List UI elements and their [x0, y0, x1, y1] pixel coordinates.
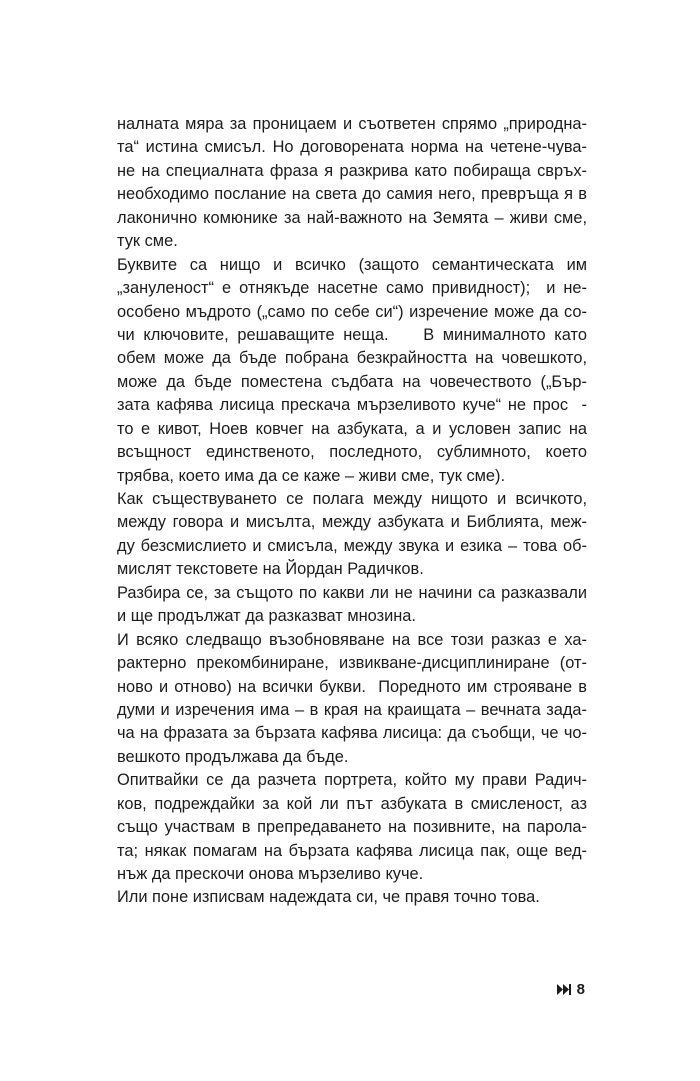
- page-footer: [557, 981, 585, 998]
- text-line: Или поне изписвам надеждата си, че правя точно това.: [117, 888, 540, 907]
- text-line: нъж да прескочи онова мързеливо куче.: [117, 865, 424, 883]
- text-line: ков, подреждайки за кой ли път азбуката в смисленост, аз: [117, 794, 587, 813]
- text-line: Как съществуването се полага между нищото и всичкото,: [117, 490, 587, 508]
- text-line: всъщност единственото, последното, сублимното, което: [117, 443, 587, 462]
- text-line: също участвам в препредаването на позивните, на парола-: [117, 818, 587, 837]
- text-line: ду безсмислието и смисъла, между звука и езика – това об-: [117, 536, 587, 555]
- text-line: и ще продължат да разказват мнозина.: [117, 607, 416, 626]
- text-line: Разбира се, за същото по какви ли не начини са разказвали: [117, 583, 587, 602]
- text-line: не на специалната фраза я разкрива като побираща свръх-: [117, 161, 587, 180]
- text-line: та“ истина смисъл. Но договорената норма на четене-чува-: [117, 138, 587, 157]
- text-line: думи и изречения има – в края на краищата – вечната зада-: [117, 700, 587, 719]
- page-number: 8: [576, 981, 585, 998]
- fast-forward-icon: [557, 984, 571, 995]
- text-line: тук сме.: [117, 232, 178, 251]
- text-line: „зануленост“ е отнякъде насетне само привидност); и не-: [117, 279, 587, 298]
- text-line: чи ключовите, решаващите неща. В минималното като: [117, 325, 587, 344]
- text-line: та; някак помагам на бързата кафява лисица пак, още вед-: [117, 841, 587, 860]
- text-line: то е кивот, Ноев ковчег на азбуката, а и условен запис на: [117, 419, 587, 438]
- text-line: обем може да бъде побрана безкрайността на човешкото,: [117, 349, 587, 368]
- text-line: вешкото продължава да бъде.: [117, 747, 349, 766]
- text-line: необходимо послание на света до самия него, превръща я в: [117, 185, 587, 204]
- text-line: между говора и мисълта, между азбуката и Библията, меж-: [117, 513, 587, 532]
- text-line: Буквите са нищо и всичко (защото семантическата им: [117, 255, 587, 274]
- text-line: лаконично комюнике за най-важното на Земята – живи сме,: [117, 208, 587, 227]
- text-line: Опитвайки се да разчета портрета, който му прави Радич-: [117, 771, 587, 790]
- body-text: [117, 113, 587, 910]
- text-line: особено мъдрото („само по себе си“) изречение може да со-: [117, 302, 587, 321]
- text-line: може да бъде поместена съдбата на човечеството („Бър-: [117, 372, 587, 391]
- text-line: мислят текстовете на Йордан Радичков.: [117, 560, 424, 579]
- text-line: ново и отново) на всички букви. Поредното им строяване в: [117, 677, 587, 696]
- text-line: рактерно прекомбиниране, извикване-дисциплиниране (от-: [117, 654, 587, 673]
- text-line: трябва, което има да се каже – живи сме, тук сме).: [117, 466, 506, 485]
- text-line: зата кафява лисица прескача мързеливото куче“ не прос -: [117, 396, 587, 415]
- text-line: И всяко следващо възобновяване на все този разказ е ха-: [117, 630, 587, 649]
- text-line: налната мяра за проницаем и съответен спрямо „природна-: [117, 115, 587, 133]
- text-line: ча на фразата за бързата кафява лисица: да съобщи, че чо-: [117, 724, 587, 743]
